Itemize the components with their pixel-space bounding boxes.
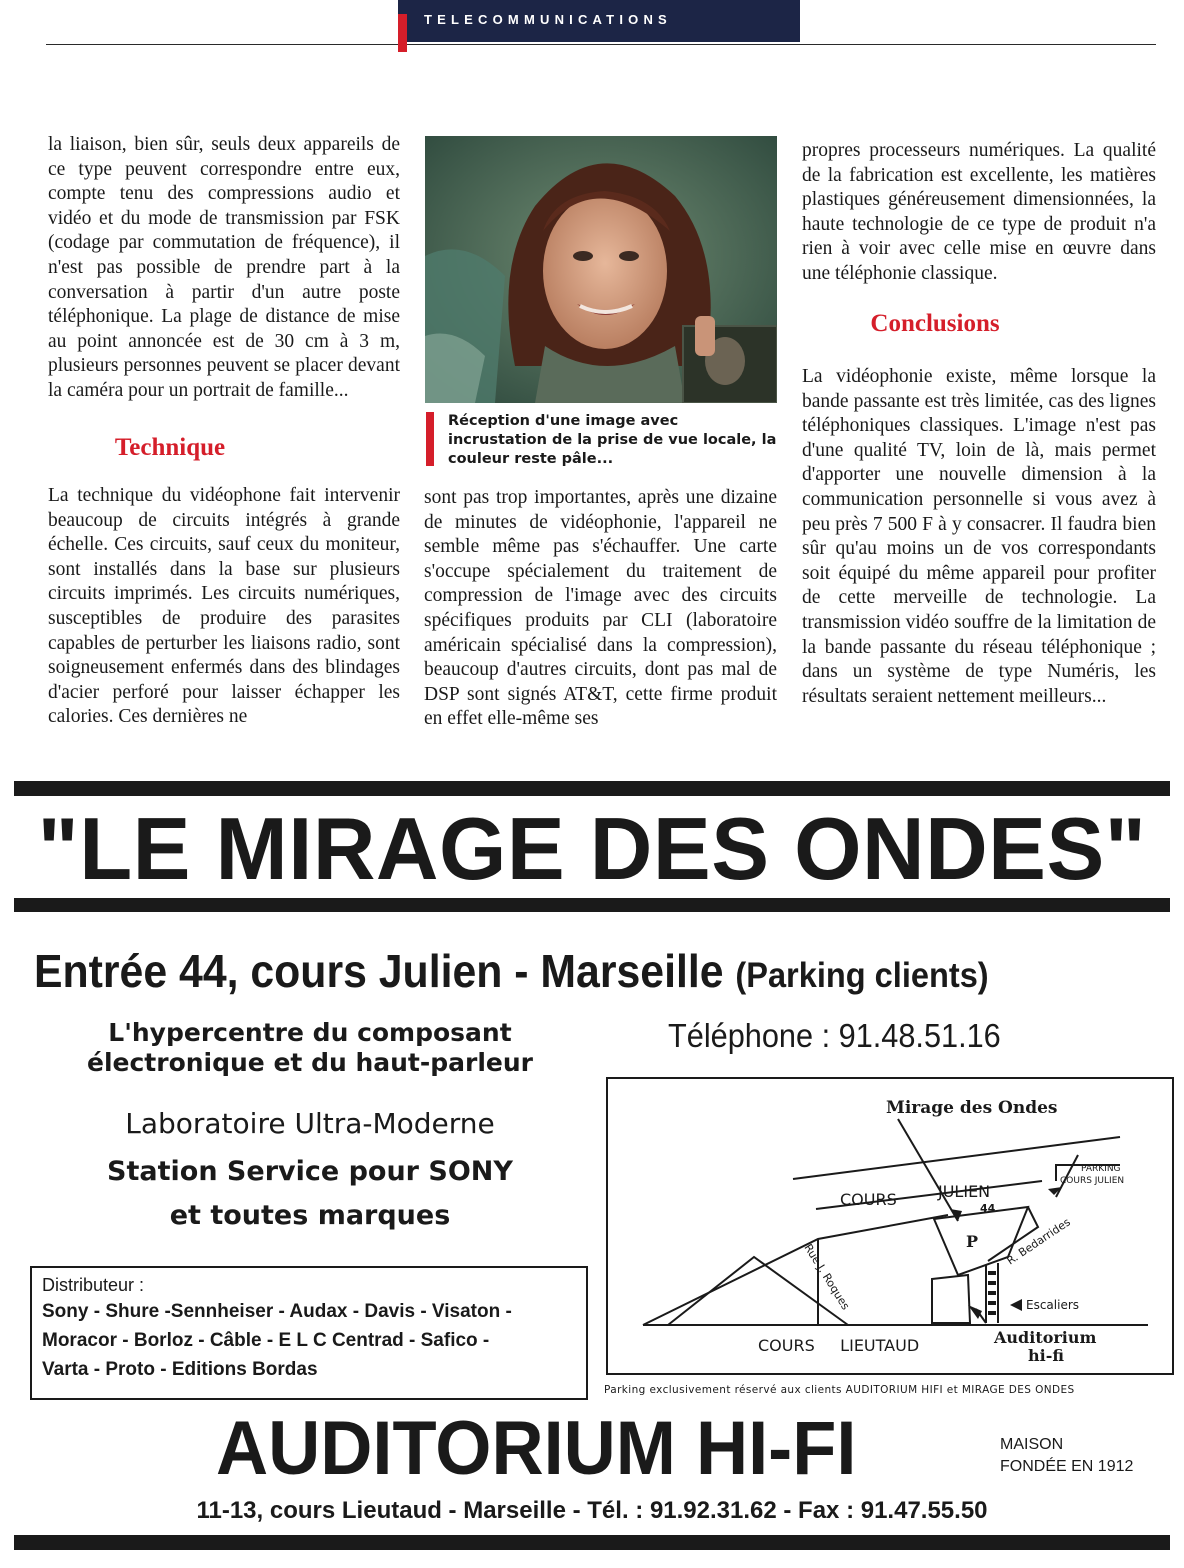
map-mirage-label: Mirage des Ondes bbox=[886, 1098, 1058, 1118]
section-header: TELECOMMUNICATIONS bbox=[398, 0, 800, 42]
paragraph: La vidéophonie existe, même lorsque la bande passante est très limitée, cas des lignes téléphoniques classiques. L'image n'est pas d'une qualité TV, loin de là, mais permet d'apporter une nouvelle dimension à la communication personnelle si vous avez à peu près 7 500 F à y consacrer. Il faudra bien sûr qu'au moins un de vos correspondants soit équipé du même appareil pour profiter de cette merveille de technologie. La transmission vidéo souffre de la limitation de la bande passante du réseau téléphonique ; dans un système de type Numéris, les résultats seraient nettement meilleurs... bbox=[802, 366, 1156, 707]
service-line-2: et toutes marques bbox=[169, 1200, 451, 1231]
map-julien-label: JULIEN bbox=[938, 1182, 991, 1201]
location-map bbox=[606, 1077, 1174, 1375]
ad-rule-mid bbox=[14, 898, 1170, 912]
ad-laboratory: Laboratoire Ultra-Moderne bbox=[125, 1107, 495, 1140]
map-parking-label-2: COURS JULIEN bbox=[1060, 1176, 1125, 1186]
distributor-brands-3: Varta - Proto - Editions Bordas bbox=[42, 1359, 318, 1380]
map-parking-label: PARKING bbox=[1081, 1164, 1121, 1174]
tagline-line-2: électronique et du haut-parleur bbox=[86, 1048, 534, 1077]
auditorium-title: AUDITORIUM HI-FI bbox=[216, 1406, 857, 1491]
ad-rule-top bbox=[14, 781, 1170, 796]
service-line-1: Station Service pour SONY bbox=[107, 1156, 513, 1187]
map-note: Parking exclusivement réservé aux clients AUDITORIUM HIFI et MIRAGE DES ONDES bbox=[604, 1384, 1075, 1396]
heading-technique: Technique bbox=[114, 434, 226, 461]
header-accent bbox=[398, 14, 407, 52]
ad-rule-bottom bbox=[14, 1535, 1170, 1550]
map-cours-label: COURS bbox=[840, 1190, 897, 1209]
map-number-label: 44 bbox=[980, 1202, 996, 1215]
maison-line-2: FONDÉE EN 1912 bbox=[1000, 1458, 1134, 1475]
paragraph: La technique du vidéophone fait intervenir beaucoup de circuits intégrés à grande échelle. Ces circuits, sauf ceux du moniteur, sont installés dans la base sur plusieurs circuits imprimés. Les circuits numériques, susceptibles de produire des parasites capables de perturber les liaisons radio, sont soigneusement enfermés dans des blindages d'acier perforé pour laisser échapper les calories. Ces dernières ne bbox=[48, 485, 400, 728]
maison-note bbox=[1000, 1434, 1133, 1478]
article-column-2 bbox=[424, 486, 777, 732]
caption-accent bbox=[426, 412, 434, 466]
ad-address bbox=[34, 944, 989, 1003]
map-drawing bbox=[608, 1079, 1172, 1373]
distributor-brands-1: Sony - Shure -Sennheiser - Audax - Davis - Visaton - bbox=[42, 1301, 512, 1322]
ad-telephone: Téléphone : 91.48.51.16 bbox=[668, 1017, 1001, 1054]
paragraph: la liaison, bien sûr, seuls deux appareils de ce type peuvent correspondre entre eux, compte tenu des compressions audio et vidéo et du mode de transmission par FSK (codage par commutation de fréquence), il n'est pas possible de prendre part à la conversation à partir d'un autre poste téléphonique. La plage de distance de mise au point annoncée est de 30 cm à 3 m, plusieurs personnes peuvent se placer devant la caméra pour un portrait de famille... bbox=[48, 134, 400, 401]
tagline-line-1: L'hypercentre du composant bbox=[108, 1018, 512, 1047]
video-call-photo bbox=[425, 136, 777, 403]
article-column-1-technique bbox=[48, 484, 400, 730]
map-lieutaud-label: COURS LIEUTAUD bbox=[758, 1336, 920, 1355]
map-rue-roques-label: Rue J. Roques bbox=[801, 1241, 853, 1313]
ad-service bbox=[30, 1150, 590, 1238]
article-column-3 bbox=[802, 139, 1156, 287]
ad-tagline bbox=[40, 1018, 580, 1078]
maison-line-1: MAISON bbox=[1000, 1436, 1064, 1453]
map-p-label: P bbox=[966, 1232, 979, 1251]
map-auditorium-label: Auditorium bbox=[994, 1328, 1097, 1347]
distributor-title: Distributeur : bbox=[42, 1275, 145, 1295]
article-column-1 bbox=[48, 133, 400, 404]
article-column-3-conclusions bbox=[802, 365, 1156, 709]
distributor-brands-2: Moracor - Borloz - Câble - E L C Centrad - Safico - bbox=[42, 1330, 490, 1351]
ad-title: "LE MIRAGE DES ONDES" bbox=[37, 799, 1147, 898]
paragraph: propres processeurs numériques. La qualité de la fabrication est excellente, les matières plastiques généreusement dimensionnées, la haute technologie de ce type de produit n'a rien à voir avec celle mise en œuvre dans une téléphonie classique. bbox=[802, 140, 1156, 284]
auditorium-address: 11-13, cours Lieutaud - Marseille - Tél. : 91.92.31.62 - Fax : 91.47.55.50 bbox=[196, 1497, 988, 1524]
heading-conclusions: Conclusions bbox=[870, 310, 1000, 337]
distributor-box bbox=[30, 1266, 588, 1400]
address-note: (Parking clients) bbox=[735, 956, 989, 995]
photo-caption: Réception d'une image avec incrustation de la prise de vue locale, la couleur reste pâle... bbox=[448, 413, 777, 467]
header-rule bbox=[46, 44, 1156, 45]
map-bedarrides-label: R. Bedarrides bbox=[1004, 1215, 1073, 1268]
map-hifi-label: hi-fi bbox=[1028, 1346, 1064, 1365]
map-escaliers-label: Escaliers bbox=[1026, 1298, 1080, 1312]
address-text: Entrée 44, cours Julien - Marseille bbox=[34, 945, 724, 997]
photo-illustration bbox=[425, 136, 777, 403]
paragraph: sont pas trop importantes, après une dizaine de minutes de vidéophonie, l'appareil ne semble même pas s'échauffer. Une carte s'occupe spécialement du traitement de compression de l'image avec des circuits spécifiques produits par CLI (laboratoire américain spécialisé dans la compression), beaucoup d'autres circuits, dont pas mal de DSP sont signés AT&T, cette firme produit en effet elle-même ses bbox=[424, 487, 777, 730]
